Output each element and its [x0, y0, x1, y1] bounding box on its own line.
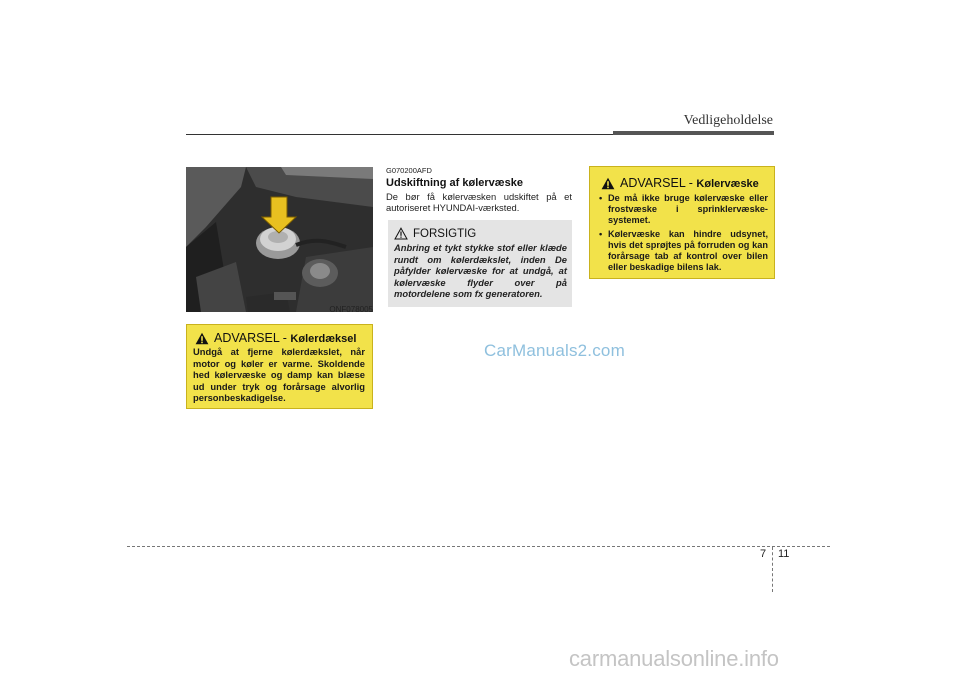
- section-body: De bør få kølervæsken udskiftet på et autoriseret HYUNDAI-værksted.: [386, 191, 572, 214]
- chapter-title: Vedligeholdelse: [683, 113, 773, 128]
- list-item: • De må ikke bruge kølervæske eller frostvæske i sprinklervæske-systemet.: [596, 193, 768, 227]
- watermark-link[interactable]: CarManuals2.com: [484, 341, 625, 360]
- header-rule-accent: [613, 131, 774, 135]
- footer-rule: [127, 546, 830, 547]
- section-title: Udskiftning af kølervæske: [386, 177, 523, 189]
- warning-text: Undgå at fjerne kølerdækslet, når motor og køler er varme. Skoldende hed kølervæske og damp kan blæse ud under tryk og forårsage alvorlig personbeskadigelse.: [193, 346, 365, 404]
- page-divider: [772, 547, 773, 592]
- caution-box: [388, 220, 572, 307]
- photo-caption: ONF078005: [329, 305, 373, 314]
- warning-label: ADVARSEL -: [620, 176, 697, 190]
- page-number: 11: [778, 548, 790, 560]
- warning-triangle-icon: [601, 177, 615, 190]
- warning-coolant: [589, 166, 775, 279]
- warning-title: [195, 331, 365, 345]
- warning-subject: Kølerdæksel: [290, 333, 357, 345]
- list-item: • Kølervæske kan hindre udsynet, hvis det sprøjtes på forruden og kan forårsage tab af kontrol over bilen eller beskadige bilens lak.: [596, 229, 768, 274]
- caution-text: Anbring et tykt stykke stof eller klæde rundt om kølerdækslet, inden De påfylder kølervæske for at undgå, at kølervæske flyder over på motordelene som fx generatoren.: [394, 242, 567, 300]
- warning-subject: Kølervæske: [696, 178, 759, 190]
- site-footer-link[interactable]: carmanualsonline.info: [569, 646, 779, 671]
- warning-label: ADVARSEL -: [214, 331, 291, 345]
- warning-list: [596, 193, 768, 273]
- warning-radiator-cap: [186, 324, 373, 409]
- engine-photo: [186, 167, 373, 312]
- page-chapter-number: 7: [760, 548, 767, 560]
- section-code: G070200AFD: [386, 166, 432, 175]
- caution-label: FORSIGTIG: [413, 227, 477, 240]
- caution-title: [394, 227, 567, 240]
- warning-title: [601, 176, 768, 190]
- caution-triangle-icon: [394, 227, 408, 240]
- warning-triangle-icon: [195, 332, 209, 345]
